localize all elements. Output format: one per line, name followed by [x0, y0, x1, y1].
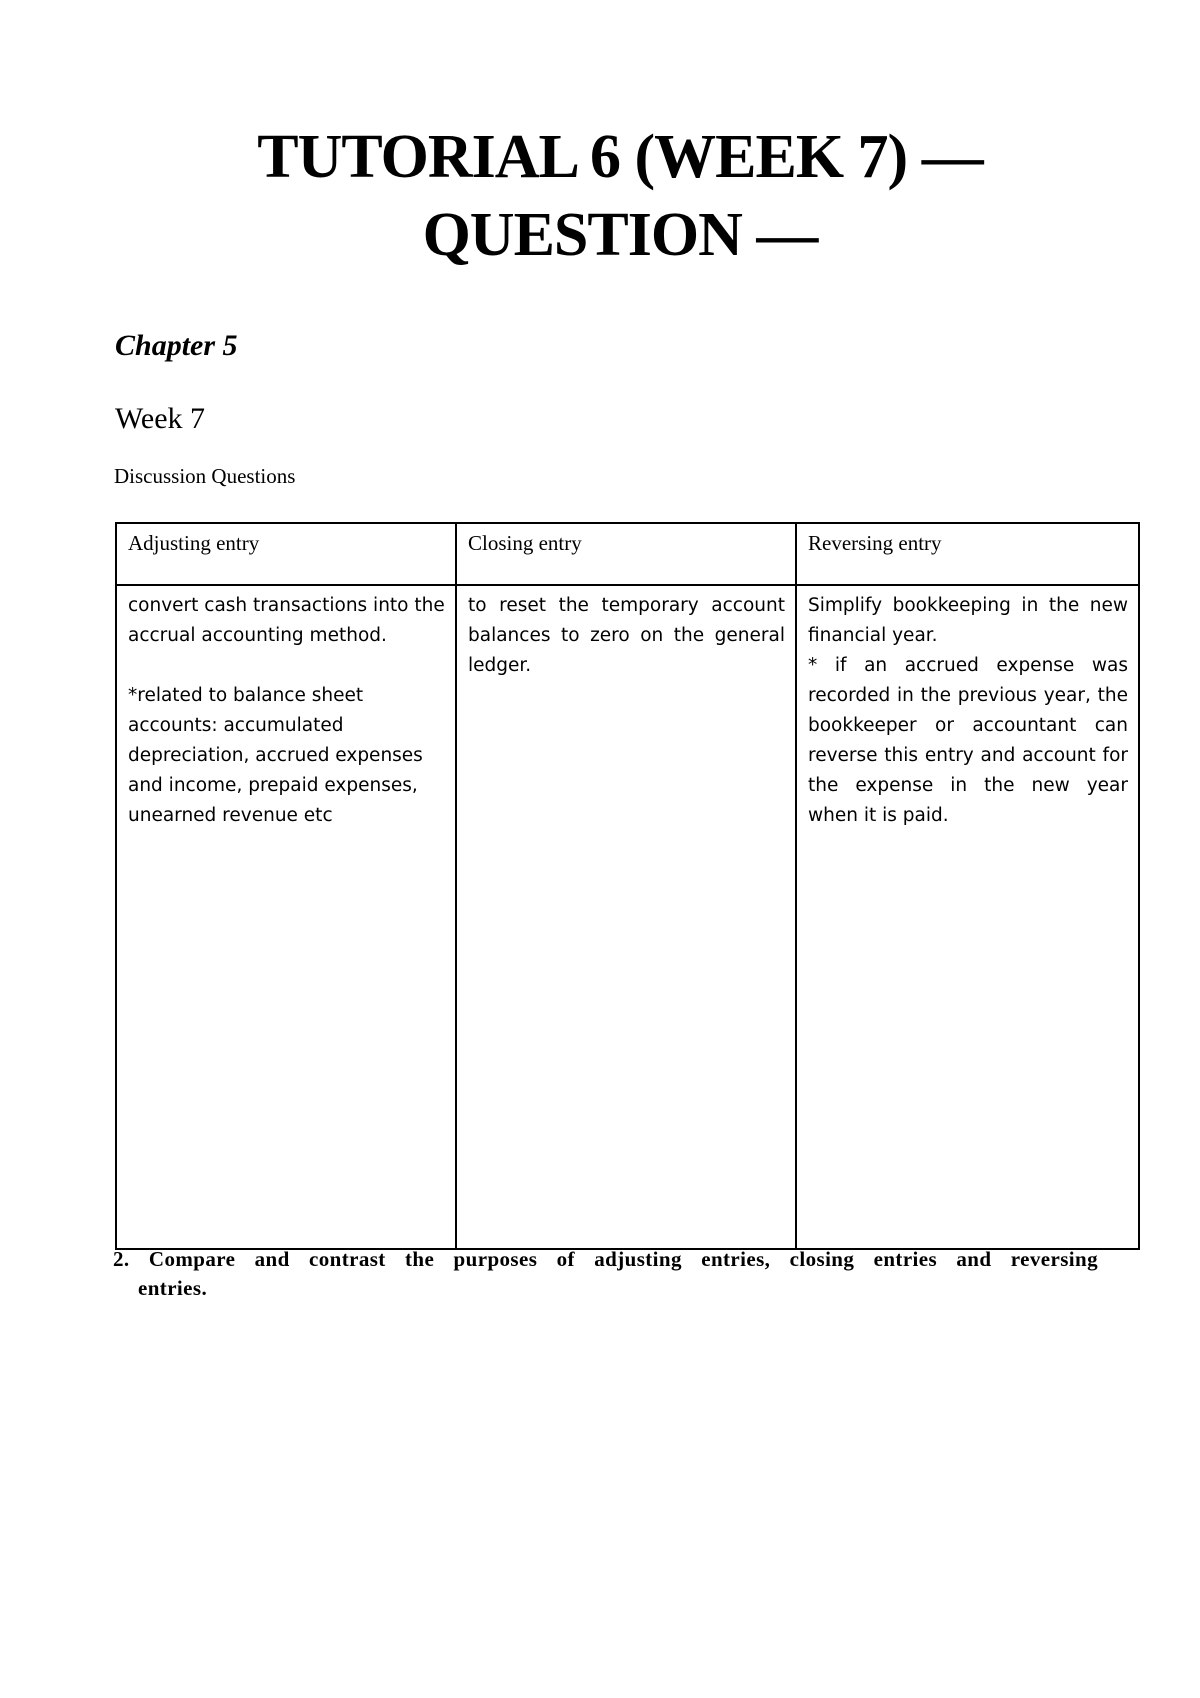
cell-closing-entry	[456, 585, 796, 1249]
header-adjusting-entry: Adjusting entry	[116, 523, 456, 585]
page-title	[0, 118, 1200, 274]
question-line-1: 2. Compare and contrast the purposes of adjusting entries, closing entries and reversing	[113, 1247, 1098, 1271]
week-heading: Week 7	[115, 402, 206, 435]
closing-purpose: to reset the temporary account balances to zero on the general ledger.	[468, 595, 785, 676]
table-row	[116, 585, 1139, 1249]
reversing-purpose: Simplify bookkeeping in the new financial year.	[808, 595, 1128, 646]
section-heading: Discussion Questions	[114, 464, 296, 488]
adjusting-purpose: convert cash transactions into the accrual accounting method.	[128, 595, 445, 646]
title-line-1: TUTORIAL 6 (WEEK 7) —	[257, 123, 983, 191]
chapter-heading: Chapter 5	[115, 329, 238, 362]
table-header-row	[116, 523, 1139, 585]
title-line-2: QUESTION —	[422, 201, 818, 269]
adjusting-note: *related to balance sheet accounts: accumulated depreciation, accrued expenses and income, prepaid expenses, unearned revenue etc	[128, 685, 423, 826]
question-2	[113, 1245, 1098, 1303]
header-reversing-entry: Reversing entry	[796, 523, 1139, 585]
question-line-2: entries.	[138, 1276, 208, 1300]
cell-reversing-entry	[796, 585, 1139, 1249]
header-closing-entry: Closing entry	[456, 523, 796, 585]
cell-adjusting-entry	[116, 585, 456, 1249]
entries-table	[115, 522, 1140, 1250]
reversing-note: * if an accrued expense was recorded in the previous year, the bookkeeper or accountant can reverse this entry and account for the expense in the new year when it is paid.	[808, 655, 1128, 826]
